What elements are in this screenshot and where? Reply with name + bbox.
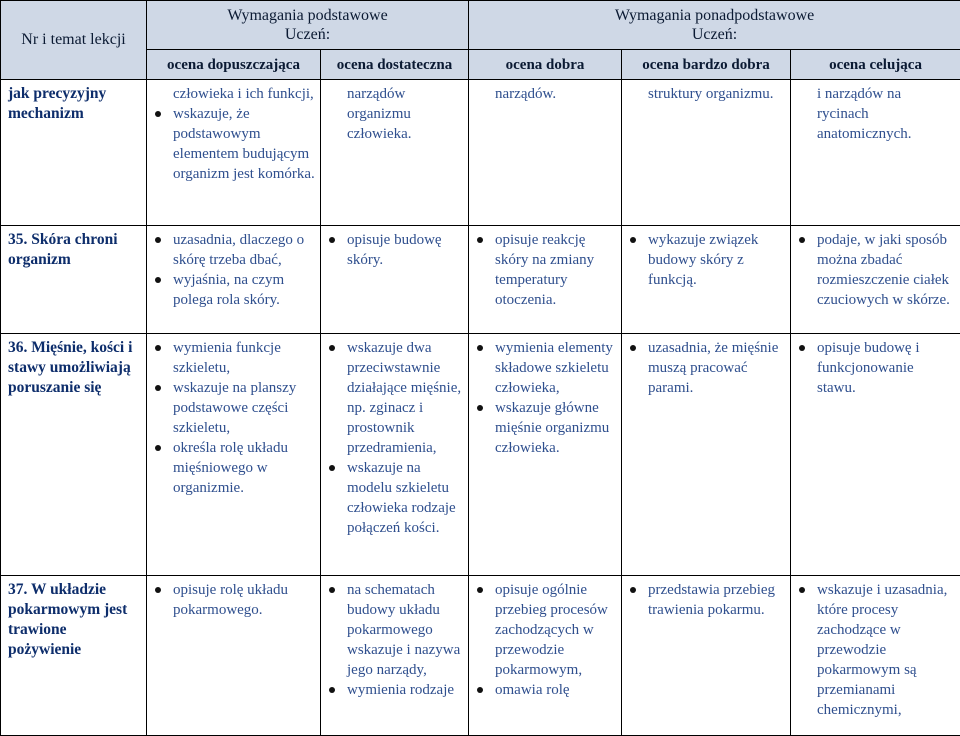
bullet-icon [155,111,161,117]
list-item: struktury organizmu. [628,84,786,104]
header-basic-title: Wymagania podstawowe [147,6,468,25]
list-item: wymienia rodzaje [327,680,464,700]
row-cell [147,80,321,226]
row-cell [147,576,321,736]
list-item: wymienia funkcje szkieletu, [153,338,316,378]
row-cell [622,80,791,226]
bullet-icon [477,687,483,693]
list-item: wykazuje związek budowy skóry z funkcją. [628,230,786,290]
row-cell [791,576,960,736]
list-item: podaje, w jaki sposób można zbadać rozmieszczenie ciałek czuciowych w skórze. [797,230,956,310]
header-basic [147,1,469,50]
bullet-icon [329,237,335,243]
list-item: wymienia elementy składowe szkieletu człowieka, [475,338,617,398]
list-item: wskazuje na modelu szkieletu człowieka rodzaje połączeń kości. [327,458,464,538]
bullet-icon [477,345,483,351]
list-item: wskazuje i uzasadnia, które procesy zachodzące w przewodzie pokarmowym są przemianami chemicznymi, [797,580,956,720]
row-topic: 35. Skóra chroni organizm [1,226,147,334]
grade-header-3: ocena dobra [469,50,622,80]
bullet-icon [155,345,161,351]
list-item: wyjaśnia, na czym polega rola skóry. [153,270,316,310]
bullet-icon [799,237,805,243]
bullet-icon [799,587,805,593]
header-advanced-student: Uczeń: [469,25,960,44]
list-item: określa rolę układu mięśniowego w organizmie. [153,438,316,498]
row-cell [469,226,622,334]
row-cell [147,226,321,334]
table-row [1,80,960,226]
row-topic: 36. Mięśnie, kości i stawy umożliwiają poruszanie się [1,334,147,576]
grade-header-1: ocena dopuszczająca [147,50,321,80]
table-row [1,576,960,736]
list-item: opisuje ogólnie przebieg procesów zachodzących w przewodzie pokarmowym, [475,580,617,680]
bullet-icon [329,345,335,351]
list-item: opisuje rolę układu pokarmowego. [153,580,316,620]
row-cell [622,226,791,334]
list-item: uzasadnia, że mięśnie muszą pracować parami. [628,338,786,398]
bullet-icon [155,385,161,391]
bullet-icon [477,587,483,593]
list-item: wskazuje, że podstawowym elementem budującym organizm jest komórka. [153,104,316,184]
bullet-icon [630,345,636,351]
list-item: uzasadnia, dlaczego o skórę trzeba dbać, [153,230,316,270]
list-item: wskazuje główne mięśnie organizmu człowieka. [475,398,617,458]
bullet-icon [630,237,636,243]
list-item: i narządów na rycinach anatomicznych. [797,84,956,144]
bullet-icon [329,687,335,693]
row-cell [321,576,469,736]
bullet-icon [155,277,161,283]
row-cell [321,80,469,226]
list-item: wskazuje dwa przeciwstawnie działające mięśnie, np. zginacz i prostownik przedramienia, [327,338,464,458]
list-item: narządów organizmu człowieka. [327,84,464,144]
header-advanced-title: Wymagania ponadpodstawowe [469,6,960,25]
bullet-icon [477,237,483,243]
row-cell [469,576,622,736]
grade-header-2: ocena dostateczna [321,50,469,80]
bullet-icon [329,465,335,471]
bullet-icon [155,237,161,243]
list-item: człowieka i ich funkcji, [153,84,316,104]
bullet-icon [799,345,805,351]
row-cell [791,334,960,576]
grade-header-5: ocena celująca [791,50,960,80]
list-item: narządów. [475,84,617,104]
bullet-icon [155,587,161,593]
row-cell [622,334,791,576]
row-cell [321,226,469,334]
list-item: opisuje budowę i funkcjonowanie stawu. [797,338,956,398]
bullet-icon [477,405,483,411]
row-cell [469,80,622,226]
bullet-icon [155,445,161,451]
row-topic: jak precyzyjny mechanizm [1,80,147,226]
table-row [1,334,960,576]
header-advanced [469,1,960,50]
list-item: przedstawia przebieg trawienia pokarmu. [628,580,786,620]
list-item: opisuje budowę skóry. [327,230,464,270]
row-cell [147,334,321,576]
row-cell [791,226,960,334]
row-cell [321,334,469,576]
row-topic: 37. W układzie pokarmowym jest trawione pożywienie [1,576,147,736]
list-item: na schematach budowy układu pokarmowego wskazuje i nazywa jego narządy, [327,580,464,680]
list-item: omawia rolę [475,680,617,700]
bullet-icon [630,587,636,593]
row-cell [469,334,622,576]
list-item: opisuje reakcję skóry na zmiany temperatury otoczenia. [475,230,617,310]
row-cell [791,80,960,226]
header-basic-student: Uczeń: [147,25,468,44]
bullet-icon [329,587,335,593]
row-cell [622,576,791,736]
header-topic: Nr i temat lekcji [1,1,147,80]
grade-header-4: ocena bardzo dobra [622,50,791,80]
list-item: wskazuje na planszy podstawowe części szkieletu, [153,378,316,438]
table-row [1,226,960,334]
